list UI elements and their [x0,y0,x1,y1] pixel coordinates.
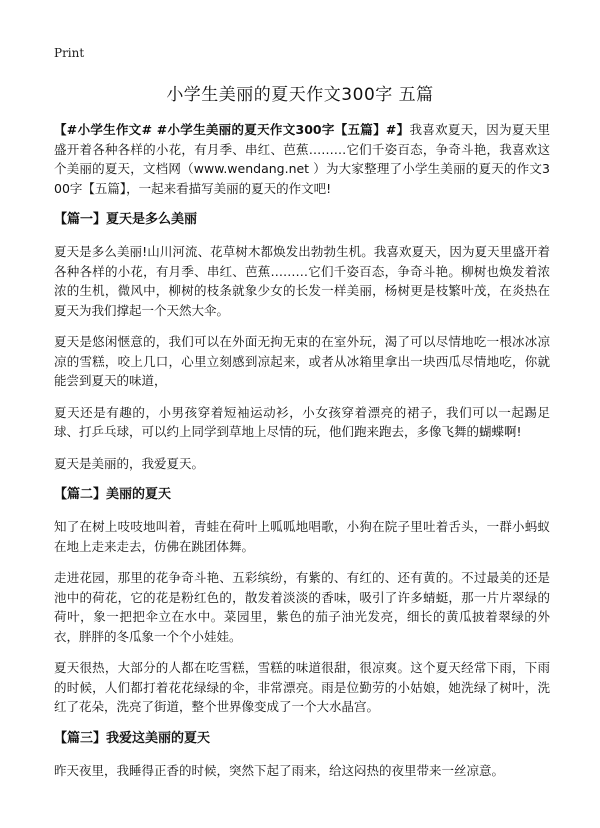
article-body [54,120,550,792]
intro-paragraph [54,120,550,198]
page-title: 小学生美丽的夏天作文300字 五篇 [166,85,434,105]
section-1-paragraph: 夏天是美丽的，我爱夏天。 [54,455,205,471]
section-heading-1: 【篇一】夏天是多么美丽 [54,212,198,227]
section-heading-2: 【篇二】美丽的夏天 [54,487,172,502]
section-3-paragraph: 昨天夜里，我睡得正香的时候，突然下起了雨来，给这闷热的夜里带来一丝凉意。 [54,762,505,778]
intro-text: 我喜欢夏天，因为夏天里盛开着各种各样的小花，有月季、串红、芭蕉………它们千姿百态，争奇斗艳，我喜欢这个美丽的夏天，文档网（www.wendang.net ）为大家整理了小学生美丽的夏天的作文300字【五篇】，一起来看描写美丽的夏天的作文吧! [54,122,550,196]
section-1-paragraph: 夏天是多么美丽!山川河流、花草树木都焕发出勃勃生机。我喜欢夏天，因为夏天里盛开着各种各样的小花，有月季、串红、芭蕉………它们千姿百态，争奇斗艳。柳树也焕发着浓浓的生机，微风中，柳树的枝条就象少女的长发一样美丽，杨树更是枝繁叶茂，在炎热在夏天为我们撑起一个天然大伞。 [54,244,550,318]
section-heading-3: 【篇三】我爱这美丽的夏天 [54,730,211,746]
intro-lead: 【#小学生作文# #小学生美丽的夏天作文300字【五篇】#】 [54,122,410,137]
section-2-paragraph: 夏天很热，大部分的人都在吃雪糕，雪糕的味道很甜，很凉爽。这个夏天经常下雨，下雨的时候，人们都打着花花绿绿的伞，非常漂亮。雨是位勤劳的小姑娘，她洗绿了树叶，洗红了花朵，洗亮了街道，整个世界像变成了一个大水晶宫。 [54,660,550,714]
print-link[interactable]: Print [54,46,85,60]
section-1-paragraph: 夏天还是有趣的，小男孩穿着短袖运动衫，小女孩穿着漂亮的裙子，我们可以一起踢足球、打乒乓球，可以约上同学到草地上尽情的玩，他们跑来跑去，多像飞舞的蝴蝶啊! [54,404,550,439]
section-2-paragraph: 走进花园，那里的花争奇斗艳、五彩缤纷，有紫的、有红的、还有黄的。不过最美的还是池中的荷花，它的花是粉红色的，散发着淡淡的香味，吸引了许多蜻蜓，那一片片翠绿的荷叶，象一把把伞立在水中。菜园里，紫色的茄子油光发亮，细长的黄瓜披着翠绿的外衣，胖胖的冬瓜象一个个小娃娃。 [54,570,550,644]
section-2-paragraph: 知了在树上吱吱地叫着，青蛙在荷叶上呱呱地唱歌，小狗在院子里吐着舌头，一群小蚂蚁在地上走来走去，仿佛在跳团体舞。 [54,519,550,554]
section-1-paragraph: 夏天是悠闲惬意的，我们可以在外面无拘无束的在室外玩，渴了可以尽情地吃一根冰冰凉凉的雪糕，咬上几口，心里立刻感到凉起来，或者从冰箱里拿出一块西瓜尽情地吃，你就能尝到夏天的味道， [54,334,550,388]
